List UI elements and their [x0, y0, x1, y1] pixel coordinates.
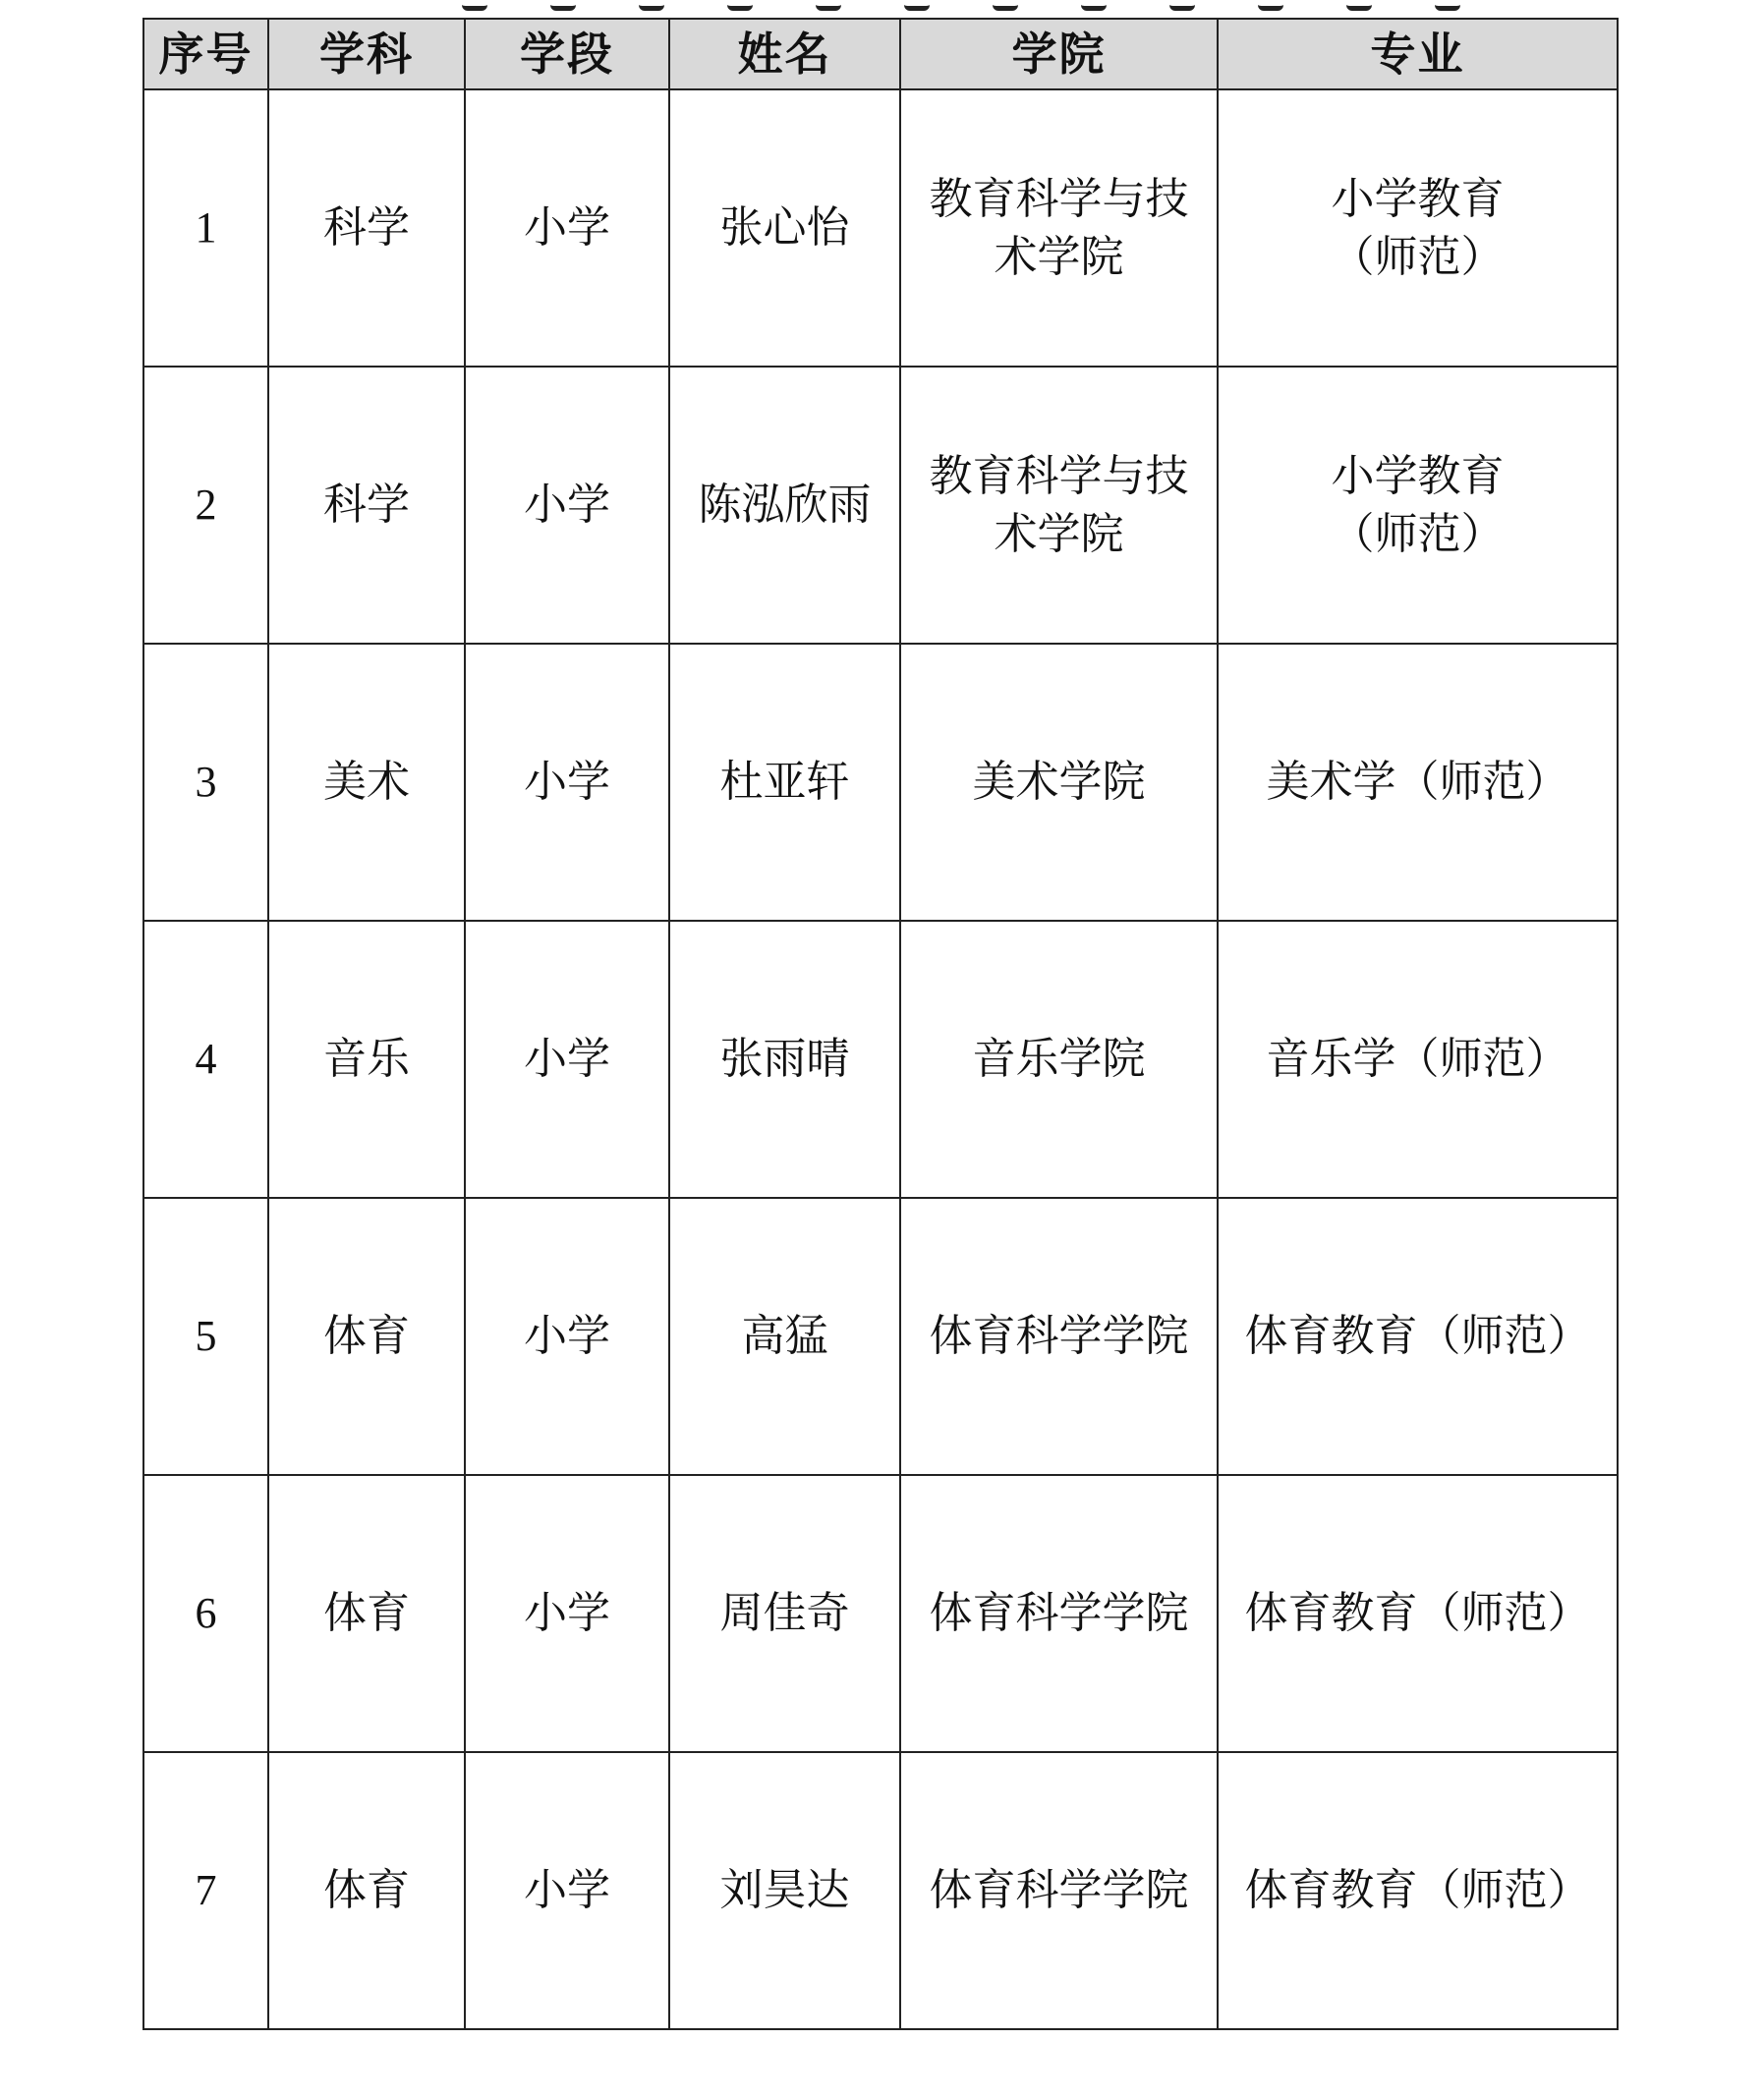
cell-college [900, 921, 1218, 1198]
student-roster-table [142, 18, 1619, 2030]
cell-college [900, 89, 1218, 367]
cell-college [900, 1475, 1218, 1752]
cell-serial-number: 7 [143, 1752, 268, 2029]
cell-school-stage: 小学 [465, 1752, 669, 2029]
cell-serial-number: 6 [143, 1475, 268, 1752]
cell-school-stage: 小学 [465, 367, 669, 644]
cell-name: 周佳奇 [669, 1475, 900, 1752]
cell-college [900, 1198, 1218, 1475]
title-glyph-fragment [816, 0, 841, 11]
cell-major-line: 体育教育（师范） [1244, 1588, 1591, 1639]
cell-serial-number: 5 [143, 1198, 268, 1475]
cell-college [900, 644, 1218, 921]
cell-major [1218, 921, 1618, 1198]
title-glyph-fragment [1346, 0, 1372, 11]
cell-subject: 科学 [268, 89, 465, 367]
cell-college-line: 体育科学学院 [929, 1311, 1189, 1362]
cell-name: 陈泓欣雨 [669, 367, 900, 644]
cell-name: 杜亚轩 [669, 644, 900, 921]
cell-college-line: 教育科学与技 [929, 450, 1189, 501]
cell-college-line: 体育科学学院 [929, 1865, 1189, 1916]
cell-major [1218, 1198, 1618, 1475]
cell-major [1218, 1475, 1618, 1752]
table-body [143, 89, 1618, 2029]
table-row [143, 367, 1618, 644]
cell-name: 张心怡 [669, 89, 900, 367]
cell-college-line: 美术学院 [972, 757, 1146, 808]
header-serial-number: 序号 [143, 19, 268, 89]
cropped-title-remnant [0, 0, 1764, 18]
cell-major [1218, 1752, 1618, 2029]
title-glyph-fragment [993, 0, 1018, 11]
title-glyph-fragment [462, 0, 487, 11]
title-glyph-fragment [1435, 0, 1460, 11]
title-glyph-fragment [639, 0, 664, 11]
cell-major-line: 美术学（师范） [1266, 757, 1569, 808]
cell-serial-number: 4 [143, 921, 268, 1198]
title-glyph-fragment [1169, 0, 1195, 11]
table-row [143, 1752, 1618, 2029]
cell-school-stage: 小学 [465, 89, 669, 367]
cell-major-line: 体育教育（师范） [1244, 1865, 1591, 1916]
cell-college-line: 术学院 [994, 509, 1124, 559]
cell-major-line: 小学教育 [1331, 173, 1505, 224]
cell-major [1218, 644, 1618, 921]
table-row [143, 89, 1618, 367]
header-name: 姓名 [669, 19, 900, 89]
title-glyph-fragment [1081, 0, 1107, 11]
header-major: 专业 [1218, 19, 1618, 89]
header-subject: 学科 [268, 19, 465, 89]
table-row [143, 921, 1618, 1198]
table-row [143, 644, 1618, 921]
cell-major-line: 小学教育 [1331, 450, 1505, 501]
cell-school-stage: 小学 [465, 1198, 669, 1475]
cell-college-line: 音乐学院 [972, 1034, 1146, 1085]
cell-college-line: 体育科学学院 [929, 1588, 1189, 1639]
cell-subject: 体育 [268, 1198, 465, 1475]
cell-name: 张雨晴 [669, 921, 900, 1198]
cell-school-stage: 小学 [465, 644, 669, 921]
cell-serial-number: 1 [143, 89, 268, 367]
title-glyph-fragment [550, 0, 576, 11]
header-college: 学院 [900, 19, 1218, 89]
cell-subject: 体育 [268, 1475, 465, 1752]
title-glyph-fragment [727, 0, 753, 11]
table-header [143, 19, 1618, 89]
cell-college [900, 1752, 1218, 2029]
header-school-stage: 学段 [465, 19, 669, 89]
header-row [143, 19, 1618, 89]
table-row [143, 1475, 1618, 1752]
cell-subject: 音乐 [268, 921, 465, 1198]
cell-name: 刘昊达 [669, 1752, 900, 2029]
cell-subject: 科学 [268, 367, 465, 644]
cell-major-line: 体育教育（师范） [1244, 1311, 1591, 1362]
cell-subject: 美术 [268, 644, 465, 921]
cell-college-line: 术学院 [994, 232, 1124, 282]
title-glyph-fragment [904, 0, 930, 11]
cell-school-stage: 小学 [465, 921, 669, 1198]
cell-major [1218, 367, 1618, 644]
cell-major [1218, 89, 1618, 367]
cell-college [900, 367, 1218, 644]
cell-serial-number: 3 [143, 644, 268, 921]
table-row [143, 1198, 1618, 1475]
cell-major-line: （师范） [1331, 509, 1505, 559]
cell-major-line: （师范） [1331, 232, 1505, 282]
cell-subject: 体育 [268, 1752, 465, 2029]
cell-college-line: 教育科学与技 [929, 173, 1189, 224]
cell-school-stage: 小学 [465, 1475, 669, 1752]
cell-major-line: 音乐学（师范） [1266, 1034, 1569, 1085]
cell-name: 高猛 [669, 1198, 900, 1475]
title-glyph-fragment [1258, 0, 1283, 11]
cell-serial-number: 2 [143, 367, 268, 644]
